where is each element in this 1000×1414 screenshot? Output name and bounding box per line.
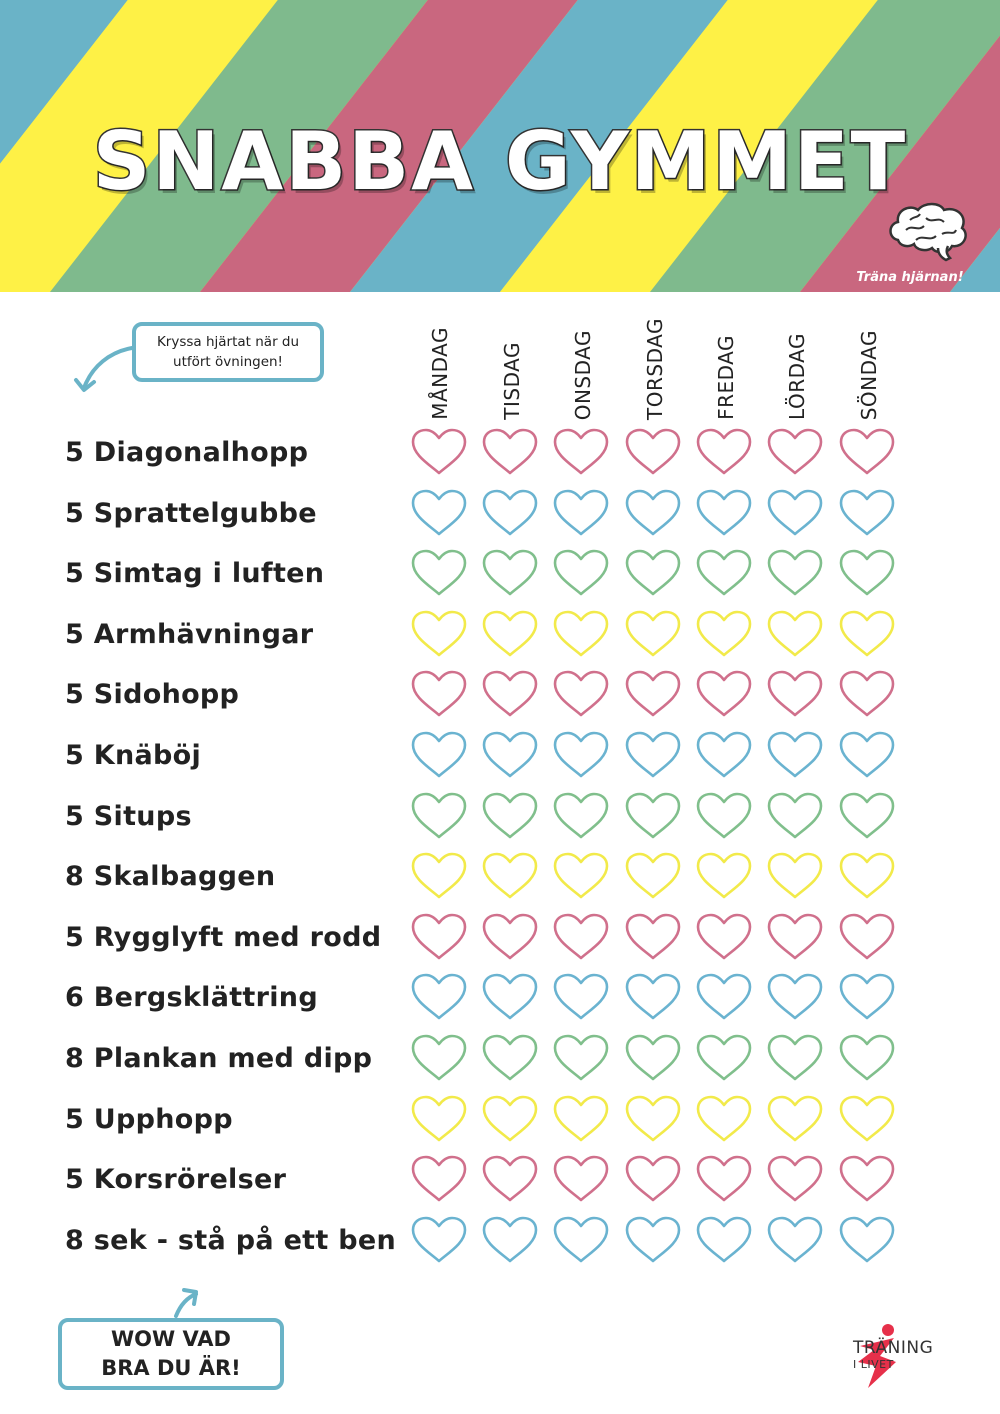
day-label: MÅNDAG xyxy=(428,327,452,420)
heart-checkbox-icon[interactable] xyxy=(766,1094,824,1144)
heart-checkbox-icon[interactable] xyxy=(838,730,896,780)
hint-box: Kryssa hjärtat när du utfört övningen! xyxy=(132,322,324,382)
heart-checkbox-icon[interactable] xyxy=(552,609,610,659)
heart-checkbox-icon[interactable] xyxy=(766,1215,824,1265)
heart-checkbox-icon[interactable] xyxy=(838,548,896,598)
heart-checkbox-icon[interactable] xyxy=(624,912,682,962)
heart-checkbox-icon[interactable] xyxy=(624,851,682,901)
heart-checkbox-icon[interactable] xyxy=(695,730,753,780)
heart-checkbox-icon[interactable] xyxy=(624,427,682,477)
heart-checkbox-icon[interactable] xyxy=(410,972,468,1022)
header-banner xyxy=(0,0,1000,292)
day-label: TISDAG xyxy=(500,342,524,420)
heart-checkbox-icon[interactable] xyxy=(481,912,539,962)
heart-checkbox-icon[interactable] xyxy=(695,1033,753,1083)
heart-checkbox-icon[interactable] xyxy=(410,1215,468,1265)
heart-checkbox-icon[interactable] xyxy=(695,851,753,901)
exercise-row xyxy=(0,423,1000,483)
heart-checkbox-icon[interactable] xyxy=(766,548,824,598)
exercise-row xyxy=(0,1150,1000,1210)
praise-box xyxy=(58,1318,284,1390)
exercise-row xyxy=(0,787,1000,847)
heart-checkbox-icon[interactable] xyxy=(766,730,824,780)
page-title: SNABBA GYMMET xyxy=(92,115,908,208)
heart-checkbox-icon[interactable] xyxy=(766,791,824,841)
day-header xyxy=(425,310,455,420)
exercise-row xyxy=(0,1211,1000,1271)
heart-checkbox-icon[interactable] xyxy=(552,1154,610,1204)
heart-checkbox-icon[interactable] xyxy=(766,609,824,659)
heart-checkbox-icon[interactable] xyxy=(481,972,539,1022)
heart-checkbox-icon[interactable] xyxy=(695,1094,753,1144)
curved-arrow-icon xyxy=(168,1284,208,1320)
heart-checkbox-icon[interactable] xyxy=(695,972,753,1022)
exercise-label: 5 Simtag i luften xyxy=(65,558,325,590)
heart-checkbox-icon[interactable] xyxy=(624,669,682,719)
heart-checkbox-icon[interactable] xyxy=(410,730,468,780)
day-header xyxy=(854,310,884,420)
heart-checkbox-icon[interactable] xyxy=(552,730,610,780)
exercise-label: 5 Sidohopp xyxy=(65,679,240,711)
exercise-row xyxy=(0,665,1000,725)
day-label: FREDAG xyxy=(714,335,738,420)
heart-checkbox-icon[interactable] xyxy=(838,912,896,962)
exercise-label: 8 Plankan med dipp xyxy=(65,1043,373,1074)
heart-checkbox-icon[interactable] xyxy=(838,669,896,719)
exercise-label: 8 sek - stå på ett ben xyxy=(65,1224,397,1256)
heart-checkbox-icon[interactable] xyxy=(552,1033,610,1083)
heart-checkbox-icon[interactable] xyxy=(410,488,468,538)
exercise-label: 8 Skalbaggen xyxy=(65,861,276,893)
heart-checkbox-icon[interactable] xyxy=(481,851,539,901)
heart-checkbox-icon[interactable] xyxy=(410,1094,468,1144)
heart-checkbox-icon[interactable] xyxy=(552,972,610,1022)
exercise-row xyxy=(0,544,1000,604)
day-label: LÖRDAG xyxy=(785,333,809,420)
heart-checkbox-icon[interactable] xyxy=(624,1154,682,1204)
brain-icon xyxy=(886,200,970,262)
exercise-row xyxy=(0,1029,1000,1089)
heart-checkbox-icon[interactable] xyxy=(624,730,682,780)
heart-checkbox-icon[interactable] xyxy=(838,609,896,659)
heart-checkbox-icon[interactable] xyxy=(410,1033,468,1083)
day-header xyxy=(782,310,812,420)
heart-checkbox-icon[interactable] xyxy=(552,669,610,719)
heart-checkbox-icon[interactable] xyxy=(838,488,896,538)
exercise-row xyxy=(0,908,1000,968)
heart-checkbox-icon[interactable] xyxy=(552,488,610,538)
heart-checkbox-icon[interactable] xyxy=(624,1033,682,1083)
exercise-label: 5 Upphopp xyxy=(65,1103,233,1135)
heart-checkbox-icon[interactable] xyxy=(838,791,896,841)
day-header xyxy=(497,310,527,420)
heart-checkbox-icon[interactable] xyxy=(695,1154,753,1204)
heart-checkbox-icon[interactable] xyxy=(481,548,539,598)
exercise-label: 5 Knäböj xyxy=(65,740,202,771)
heart-checkbox-icon[interactable] xyxy=(552,1094,610,1144)
exercise-row xyxy=(0,968,1000,1028)
exercise-row xyxy=(0,847,1000,907)
heart-checkbox-icon[interactable] xyxy=(481,1094,539,1144)
heart-checkbox-icon[interactable] xyxy=(838,851,896,901)
curved-arrow-icon xyxy=(70,340,140,400)
day-header xyxy=(640,310,670,420)
heart-checkbox-icon[interactable] xyxy=(695,609,753,659)
heart-checkbox-icon[interactable] xyxy=(410,912,468,962)
heart-checkbox-icon[interactable] xyxy=(695,1215,753,1265)
day-header xyxy=(568,310,598,420)
heart-checkbox-icon[interactable] xyxy=(695,912,753,962)
praise-line-1: WOW VAD xyxy=(110,1327,231,1351)
heart-checkbox-icon[interactable] xyxy=(838,972,896,1022)
heart-checkbox-icon[interactable] xyxy=(838,1094,896,1144)
heart-checkbox-icon[interactable] xyxy=(552,548,610,598)
heart-checkbox-icon[interactable] xyxy=(552,791,610,841)
tagline: Träna hjärnan! xyxy=(856,270,964,285)
heart-checkbox-icon[interactable] xyxy=(410,669,468,719)
heart-checkbox-icon[interactable] xyxy=(766,851,824,901)
exercise-label: 5 Diagonalhopp xyxy=(65,437,309,468)
heart-checkbox-icon[interactable] xyxy=(838,1154,896,1204)
heart-checkbox-icon[interactable] xyxy=(481,791,539,841)
heart-checkbox-icon[interactable] xyxy=(410,851,468,901)
heart-checkbox-icon[interactable] xyxy=(695,427,753,477)
heart-checkbox-icon[interactable] xyxy=(481,1215,539,1265)
heart-checkbox-icon[interactable] xyxy=(695,791,753,841)
exercise-label: 6 Bergsklättring xyxy=(65,982,318,1014)
day-header xyxy=(711,310,741,420)
heart-checkbox-icon[interactable] xyxy=(624,1094,682,1144)
heart-checkbox-icon[interactable] xyxy=(766,912,824,962)
heart-checkbox-icon[interactable] xyxy=(481,488,539,538)
heart-checkbox-icon[interactable] xyxy=(552,1215,610,1265)
heart-checkbox-icon[interactable] xyxy=(766,427,824,477)
heart-checkbox-icon[interactable] xyxy=(481,669,539,719)
heart-checkbox-icon[interactable] xyxy=(481,427,539,477)
heart-checkbox-icon[interactable] xyxy=(624,488,682,538)
heart-checkbox-icon[interactable] xyxy=(410,609,468,659)
heart-checkbox-icon[interactable] xyxy=(624,791,682,841)
exercise-label: 5 Rygglyft med rodd xyxy=(65,921,382,953)
heart-checkbox-icon[interactable] xyxy=(624,1215,682,1265)
heart-checkbox-icon[interactable] xyxy=(481,609,539,659)
heart-checkbox-icon[interactable] xyxy=(410,1154,468,1204)
heart-checkbox-icon[interactable] xyxy=(695,488,753,538)
logo-text-line-1: TRÄNING xyxy=(853,1338,934,1358)
heart-checkbox-icon[interactable] xyxy=(624,972,682,1022)
heart-checkbox-icon[interactable] xyxy=(481,730,539,780)
exercise-label: 5 Situps xyxy=(65,800,192,832)
exercise-row xyxy=(0,726,1000,786)
heart-checkbox-icon[interactable] xyxy=(481,1033,539,1083)
heart-checkbox-icon[interactable] xyxy=(695,669,753,719)
exercise-label: 5 Sprattelgubbe xyxy=(65,497,317,529)
heart-checkbox-icon[interactable] xyxy=(624,548,682,598)
day-label: SÖNDAG xyxy=(857,329,881,420)
day-label: TORSDAG xyxy=(643,318,667,420)
exercise-row xyxy=(0,484,1000,544)
heart-checkbox-icon[interactable] xyxy=(838,1215,896,1265)
exercise-label: 5 Korsrörelser xyxy=(65,1164,287,1196)
heart-checkbox-icon[interactable] xyxy=(766,1154,824,1204)
heart-checkbox-icon[interactable] xyxy=(766,972,824,1022)
heart-checkbox-icon[interactable] xyxy=(766,488,824,538)
heart-checkbox-icon[interactable] xyxy=(766,669,824,719)
exercise-label: 5 Armhävningar xyxy=(65,618,314,650)
day-label: ONSDAG xyxy=(571,329,595,420)
exercise-row xyxy=(0,605,1000,665)
heart-checkbox-icon[interactable] xyxy=(766,1033,824,1083)
heart-checkbox-icon[interactable] xyxy=(410,791,468,841)
heart-checkbox-icon[interactable] xyxy=(552,427,610,477)
heart-checkbox-icon[interactable] xyxy=(552,912,610,962)
heart-checkbox-icon[interactable] xyxy=(410,427,468,477)
heart-checkbox-icon[interactable] xyxy=(838,427,896,477)
heart-checkbox-icon[interactable] xyxy=(481,1154,539,1204)
heart-checkbox-icon[interactable] xyxy=(552,851,610,901)
praise-line-2: BRA DU ÄR! xyxy=(101,1356,241,1380)
logo-text-line-2: I LIVET xyxy=(853,1358,894,1371)
heart-checkbox-icon[interactable] xyxy=(838,1033,896,1083)
heart-checkbox-icon[interactable] xyxy=(410,548,468,598)
exercise-row xyxy=(0,1090,1000,1150)
heart-checkbox-icon[interactable] xyxy=(624,609,682,659)
heart-checkbox-icon[interactable] xyxy=(695,548,753,598)
